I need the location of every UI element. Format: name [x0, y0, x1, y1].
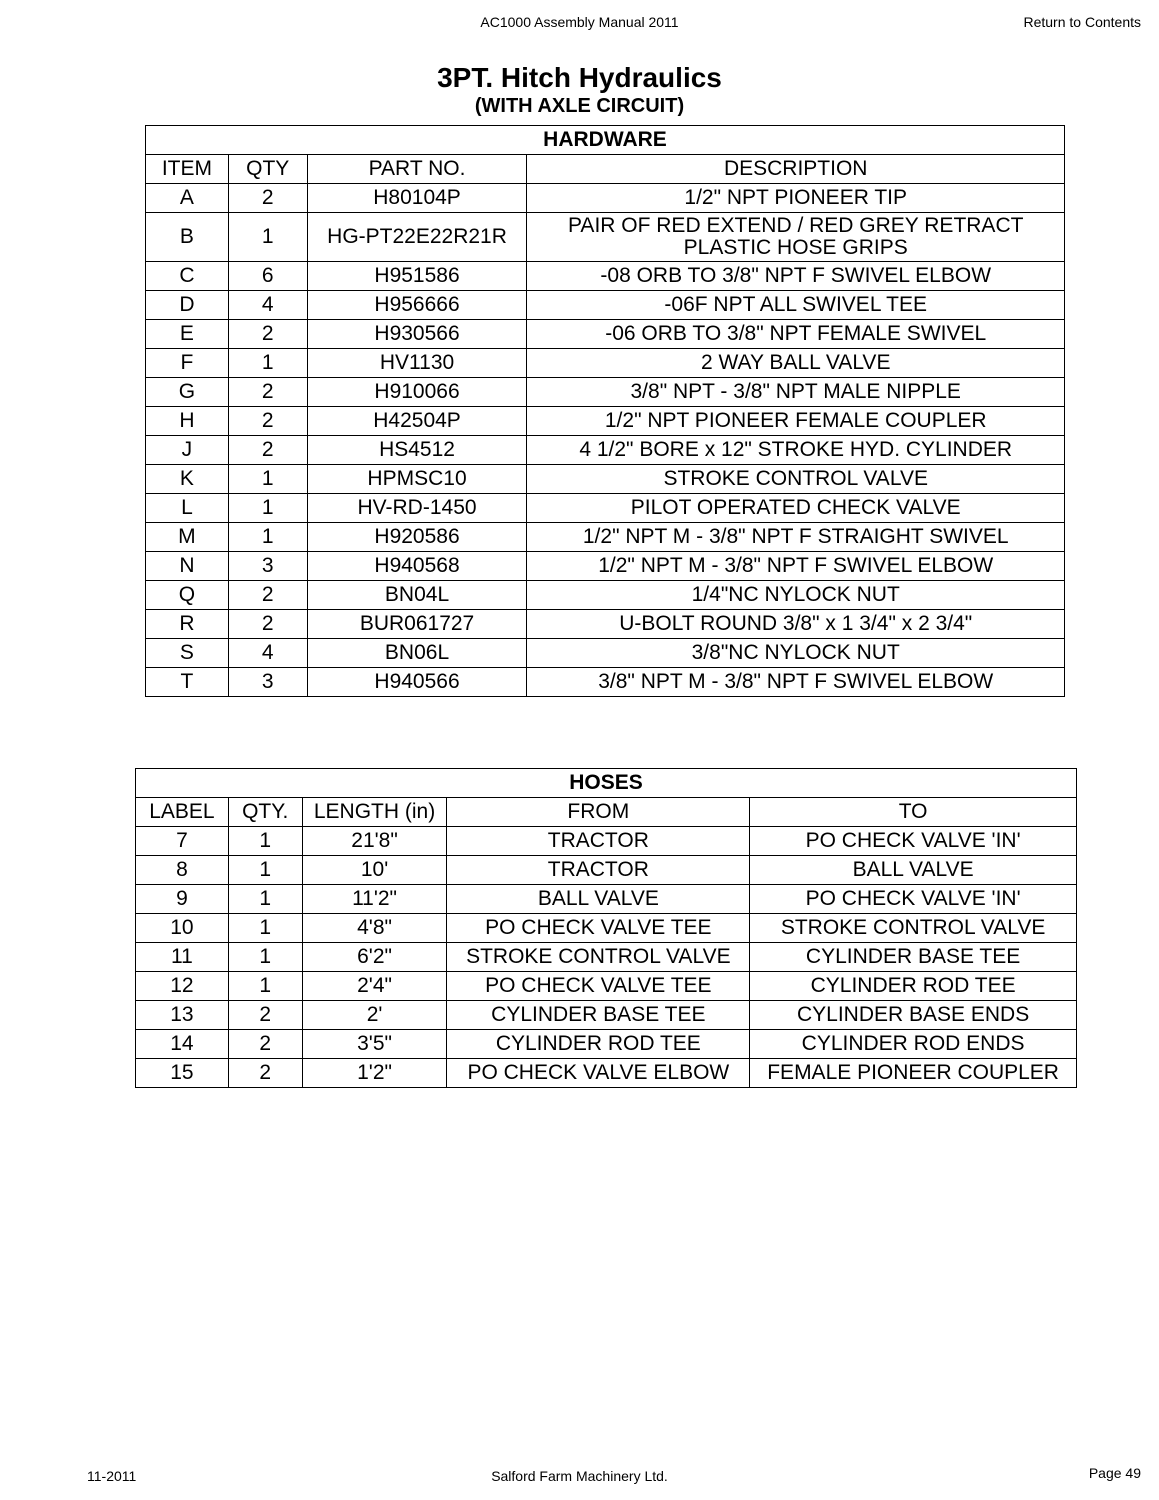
- page-subtitle: (WITH AXLE CIRCUIT): [474, 95, 685, 117]
- table-row: [146, 552, 1065, 581]
- hoses-cell: CYLINDER BASE TEE: [447, 1001, 750, 1030]
- hoses-cell: CYLINDER ROD TEE: [750, 972, 1077, 1001]
- table-row: [146, 581, 1065, 610]
- hardware-cell: H: [146, 407, 229, 436]
- hardware-header-row: [146, 155, 1065, 184]
- hardware-cell: H910066: [307, 378, 527, 407]
- hoses-cell: 2: [228, 1030, 302, 1059]
- hoses-cell: TRACTOR: [447, 827, 750, 856]
- hoses-cell: BALL VALVE: [447, 885, 750, 914]
- hardware-cell: H42504P: [307, 407, 527, 436]
- hardware-cell: 1: [228, 349, 307, 378]
- hardware-cell: R: [146, 610, 229, 639]
- hoses-cell: 11'2": [302, 885, 447, 914]
- hoses-cell: CYLINDER BASE ENDS: [750, 1001, 1077, 1030]
- table-row: [146, 184, 1065, 213]
- table-row: [146, 436, 1065, 465]
- hardware-cell: 2: [228, 581, 307, 610]
- table-row: [136, 885, 1077, 914]
- return-to-contents-link[interactable]: Return to Contents: [1023, 14, 1141, 30]
- hardware-cell: M: [146, 523, 229, 552]
- table-row: [146, 349, 1065, 378]
- hardware-cell: 4: [228, 639, 307, 668]
- hardware-cell: C: [146, 262, 229, 291]
- hardware-cell: A: [146, 184, 229, 213]
- hardware-cell: 2: [228, 320, 307, 349]
- hoses-cell: 1: [228, 856, 302, 885]
- hardware-cell: BUR061727: [307, 610, 527, 639]
- hardware-cell: [527, 213, 1065, 262]
- hoses-column-header: TO: [750, 798, 1077, 827]
- hardware-cell: 3: [228, 552, 307, 581]
- hoses-cell: TRACTOR: [447, 856, 750, 885]
- hoses-heading: HOSES: [136, 769, 1077, 798]
- hardware-cell: 1: [228, 465, 307, 494]
- hardware-cell: H80104P: [307, 184, 527, 213]
- hardware-cell: 2 WAY BALL VALVE: [527, 349, 1065, 378]
- hardware-cell: -06F NPT ALL SWIVEL TEE: [527, 291, 1065, 320]
- table-row: [146, 494, 1065, 523]
- hardware-cell: S: [146, 639, 229, 668]
- hardware-cell: HV1130: [307, 349, 527, 378]
- hoses-column-header: LABEL: [136, 798, 229, 827]
- hoses-cell: 9: [136, 885, 229, 914]
- hoses-cell: STROKE CONTROL VALVE: [750, 914, 1077, 943]
- hoses-cell: CYLINDER ROD TEE: [447, 1030, 750, 1059]
- table-row: [146, 213, 1065, 262]
- hardware-cell: H920586: [307, 523, 527, 552]
- hardware-cell: K: [146, 465, 229, 494]
- table-row: [136, 943, 1077, 972]
- table-row: [146, 291, 1065, 320]
- hardware-cell: 1: [228, 523, 307, 552]
- hardware-cell: 1: [228, 494, 307, 523]
- hardware-cell: 3/8" NPT - 3/8" NPT MALE NIPPLE: [527, 378, 1065, 407]
- hardware-cell: H940568: [307, 552, 527, 581]
- hoses-cell: 1'2": [302, 1059, 447, 1088]
- table-row: [146, 668, 1065, 697]
- hardware-cell: 2: [228, 407, 307, 436]
- hardware-cell-line: PLASTIC HOSE GRIPS: [683, 236, 908, 259]
- hardware-cell: 3/8" NPT M - 3/8" NPT F SWIVEL ELBOW: [527, 668, 1065, 697]
- table-row: [136, 914, 1077, 943]
- hoses-column-header: LENGTH (in): [302, 798, 447, 827]
- table-row: [146, 639, 1065, 668]
- table-row: [146, 610, 1065, 639]
- hardware-table: [145, 125, 1065, 697]
- hardware-cell: N: [146, 552, 229, 581]
- hardware-cell: F: [146, 349, 229, 378]
- hoses-cell: BALL VALVE: [750, 856, 1077, 885]
- hardware-cell: H940566: [307, 668, 527, 697]
- hoses-cell: 1: [228, 914, 302, 943]
- table-row: [136, 1001, 1077, 1030]
- hardware-cell: -06 ORB TO 3/8" NPT FEMALE SWIVEL: [527, 320, 1065, 349]
- hardware-column-header: ITEM: [146, 155, 229, 184]
- hardware-cell: G: [146, 378, 229, 407]
- hardware-column-header: QTY: [228, 155, 307, 184]
- hoses-cell: 2: [228, 1001, 302, 1030]
- hardware-cell: 1/2" NPT PIONEER FEMALE COUPLER: [527, 407, 1065, 436]
- hardware-cell: HS4512: [307, 436, 527, 465]
- hoses-cell: 1: [228, 827, 302, 856]
- hoses-cell: 10: [136, 914, 229, 943]
- hardware-cell: 3: [228, 668, 307, 697]
- hardware-cell-line: PAIR OF RED EXTEND / RED GREY RETRACT: [567, 214, 1024, 237]
- table-row: [146, 407, 1065, 436]
- hardware-cell: 2: [228, 436, 307, 465]
- hardware-cell: 4: [228, 291, 307, 320]
- hardware-cell: D: [146, 291, 229, 320]
- hardware-cell: T: [146, 668, 229, 697]
- hardware-cell: L: [146, 494, 229, 523]
- hardware-heading: HARDWARE: [146, 126, 1065, 155]
- hardware-cell: 1/2" NPT M - 3/8" NPT F SWIVEL ELBOW: [527, 552, 1065, 581]
- hardware-cell: HG-PT22E22R21R: [307, 213, 527, 262]
- hoses-cell: 1: [228, 972, 302, 1001]
- hoses-cell: 21'8": [302, 827, 447, 856]
- hoses-cell: PO CHECK VALVE 'IN': [750, 827, 1077, 856]
- hardware-cell: 1/2" NPT M - 3/8" NPT F STRAIGHT SWIVEL: [527, 523, 1065, 552]
- hoses-cell: 15: [136, 1059, 229, 1088]
- hoses-cell: 1: [228, 943, 302, 972]
- document-title: AC1000 Assembly Manual 2011: [480, 14, 679, 30]
- hoses-cell: 11: [136, 943, 229, 972]
- hardware-cell: 1: [228, 213, 307, 262]
- hardware-cell: E: [146, 320, 229, 349]
- table-row: [146, 523, 1065, 552]
- hoses-cell: 7: [136, 827, 229, 856]
- hoses-cell: 12: [136, 972, 229, 1001]
- page-title: 3PT. Hitch Hydraulics: [437, 62, 722, 93]
- table-row: [136, 827, 1077, 856]
- hoses-cell: 3'5": [302, 1030, 447, 1059]
- hoses-header-row: [136, 798, 1077, 827]
- hoses-cell: 1: [228, 885, 302, 914]
- hardware-cell: H951586: [307, 262, 527, 291]
- hardware-cell: J: [146, 436, 229, 465]
- table-row: [136, 1030, 1077, 1059]
- footer-page-number: Page 49: [1088, 1465, 1141, 1481]
- table-row: [136, 856, 1077, 885]
- hardware-cell: 6: [228, 262, 307, 291]
- footer-date: 11-2011: [87, 1468, 137, 1484]
- hoses-cell: 10': [302, 856, 447, 885]
- hoses-cell: 14: [136, 1030, 229, 1059]
- hardware-cell: U-BOLT ROUND 3/8" x 1 3/4" x 2 3/4": [527, 610, 1065, 639]
- table-row: [146, 262, 1065, 291]
- hoses-cell: 2'4": [302, 972, 447, 1001]
- table-row: [136, 972, 1077, 1001]
- hoses-cell: CYLINDER BASE TEE: [750, 943, 1077, 972]
- hardware-cell: 4 1/2" BORE x 12" STROKE HYD. CYLINDER: [527, 436, 1065, 465]
- hoses-cell: 6'2": [302, 943, 447, 972]
- hardware-cell: H956666: [307, 291, 527, 320]
- hoses-cell: 2': [302, 1001, 447, 1030]
- table-row: [146, 320, 1065, 349]
- hardware-cell: HV-RD-1450: [307, 494, 527, 523]
- hardware-cell: H930566: [307, 320, 527, 349]
- hoses-cell: 13: [136, 1001, 229, 1030]
- hardware-cell: 1/2" NPT PIONEER TIP: [527, 184, 1065, 213]
- hardware-cell: 3/8"NC NYLOCK NUT: [527, 639, 1065, 668]
- hardware-cell: STROKE CONTROL VALVE: [527, 465, 1065, 494]
- hoses-cell: PO CHECK VALVE 'IN': [750, 885, 1077, 914]
- footer-company: Salford Farm Machinery Ltd.: [491, 1468, 668, 1484]
- hardware-cell: HPMSC10: [307, 465, 527, 494]
- hoses-cell: CYLINDER ROD ENDS: [750, 1030, 1077, 1059]
- hardware-cell: PILOT OPERATED CHECK VALVE: [527, 494, 1065, 523]
- hoses-cell: 4'8": [302, 914, 447, 943]
- hardware-cell: Q: [146, 581, 229, 610]
- hardware-cell: 1/4"NC NYLOCK NUT: [527, 581, 1065, 610]
- hardware-column-header: PART NO.: [307, 155, 527, 184]
- hoses-cell: PO CHECK VALVE TEE: [447, 914, 750, 943]
- hardware-cell: 2: [228, 184, 307, 213]
- hoses-cell: STROKE CONTROL VALVE: [447, 943, 750, 972]
- hoses-cell: 2: [228, 1059, 302, 1088]
- hoses-cell: FEMALE PIONEER COUPLER: [750, 1059, 1077, 1088]
- hardware-cell: B: [146, 213, 229, 262]
- hoses-cell: 8: [136, 856, 229, 885]
- table-row: [146, 378, 1065, 407]
- hoses-column-header: FROM: [447, 798, 750, 827]
- table-row: [146, 465, 1065, 494]
- hardware-cell: BN06L: [307, 639, 527, 668]
- hardware-cell: BN04L: [307, 581, 527, 610]
- hoses-cell: PO CHECK VALVE TEE: [447, 972, 750, 1001]
- table-row: [136, 1059, 1077, 1088]
- hoses-column-header: QTY.: [228, 798, 302, 827]
- hardware-cell: 2: [228, 610, 307, 639]
- hoses-table: [135, 768, 1077, 1088]
- hoses-cell: PO CHECK VALVE ELBOW: [447, 1059, 750, 1088]
- hardware-column-header: DESCRIPTION: [527, 155, 1065, 184]
- hardware-cell: 2: [228, 378, 307, 407]
- hardware-cell: -08 ORB TO 3/8" NPT F SWIVEL ELBOW: [527, 262, 1065, 291]
